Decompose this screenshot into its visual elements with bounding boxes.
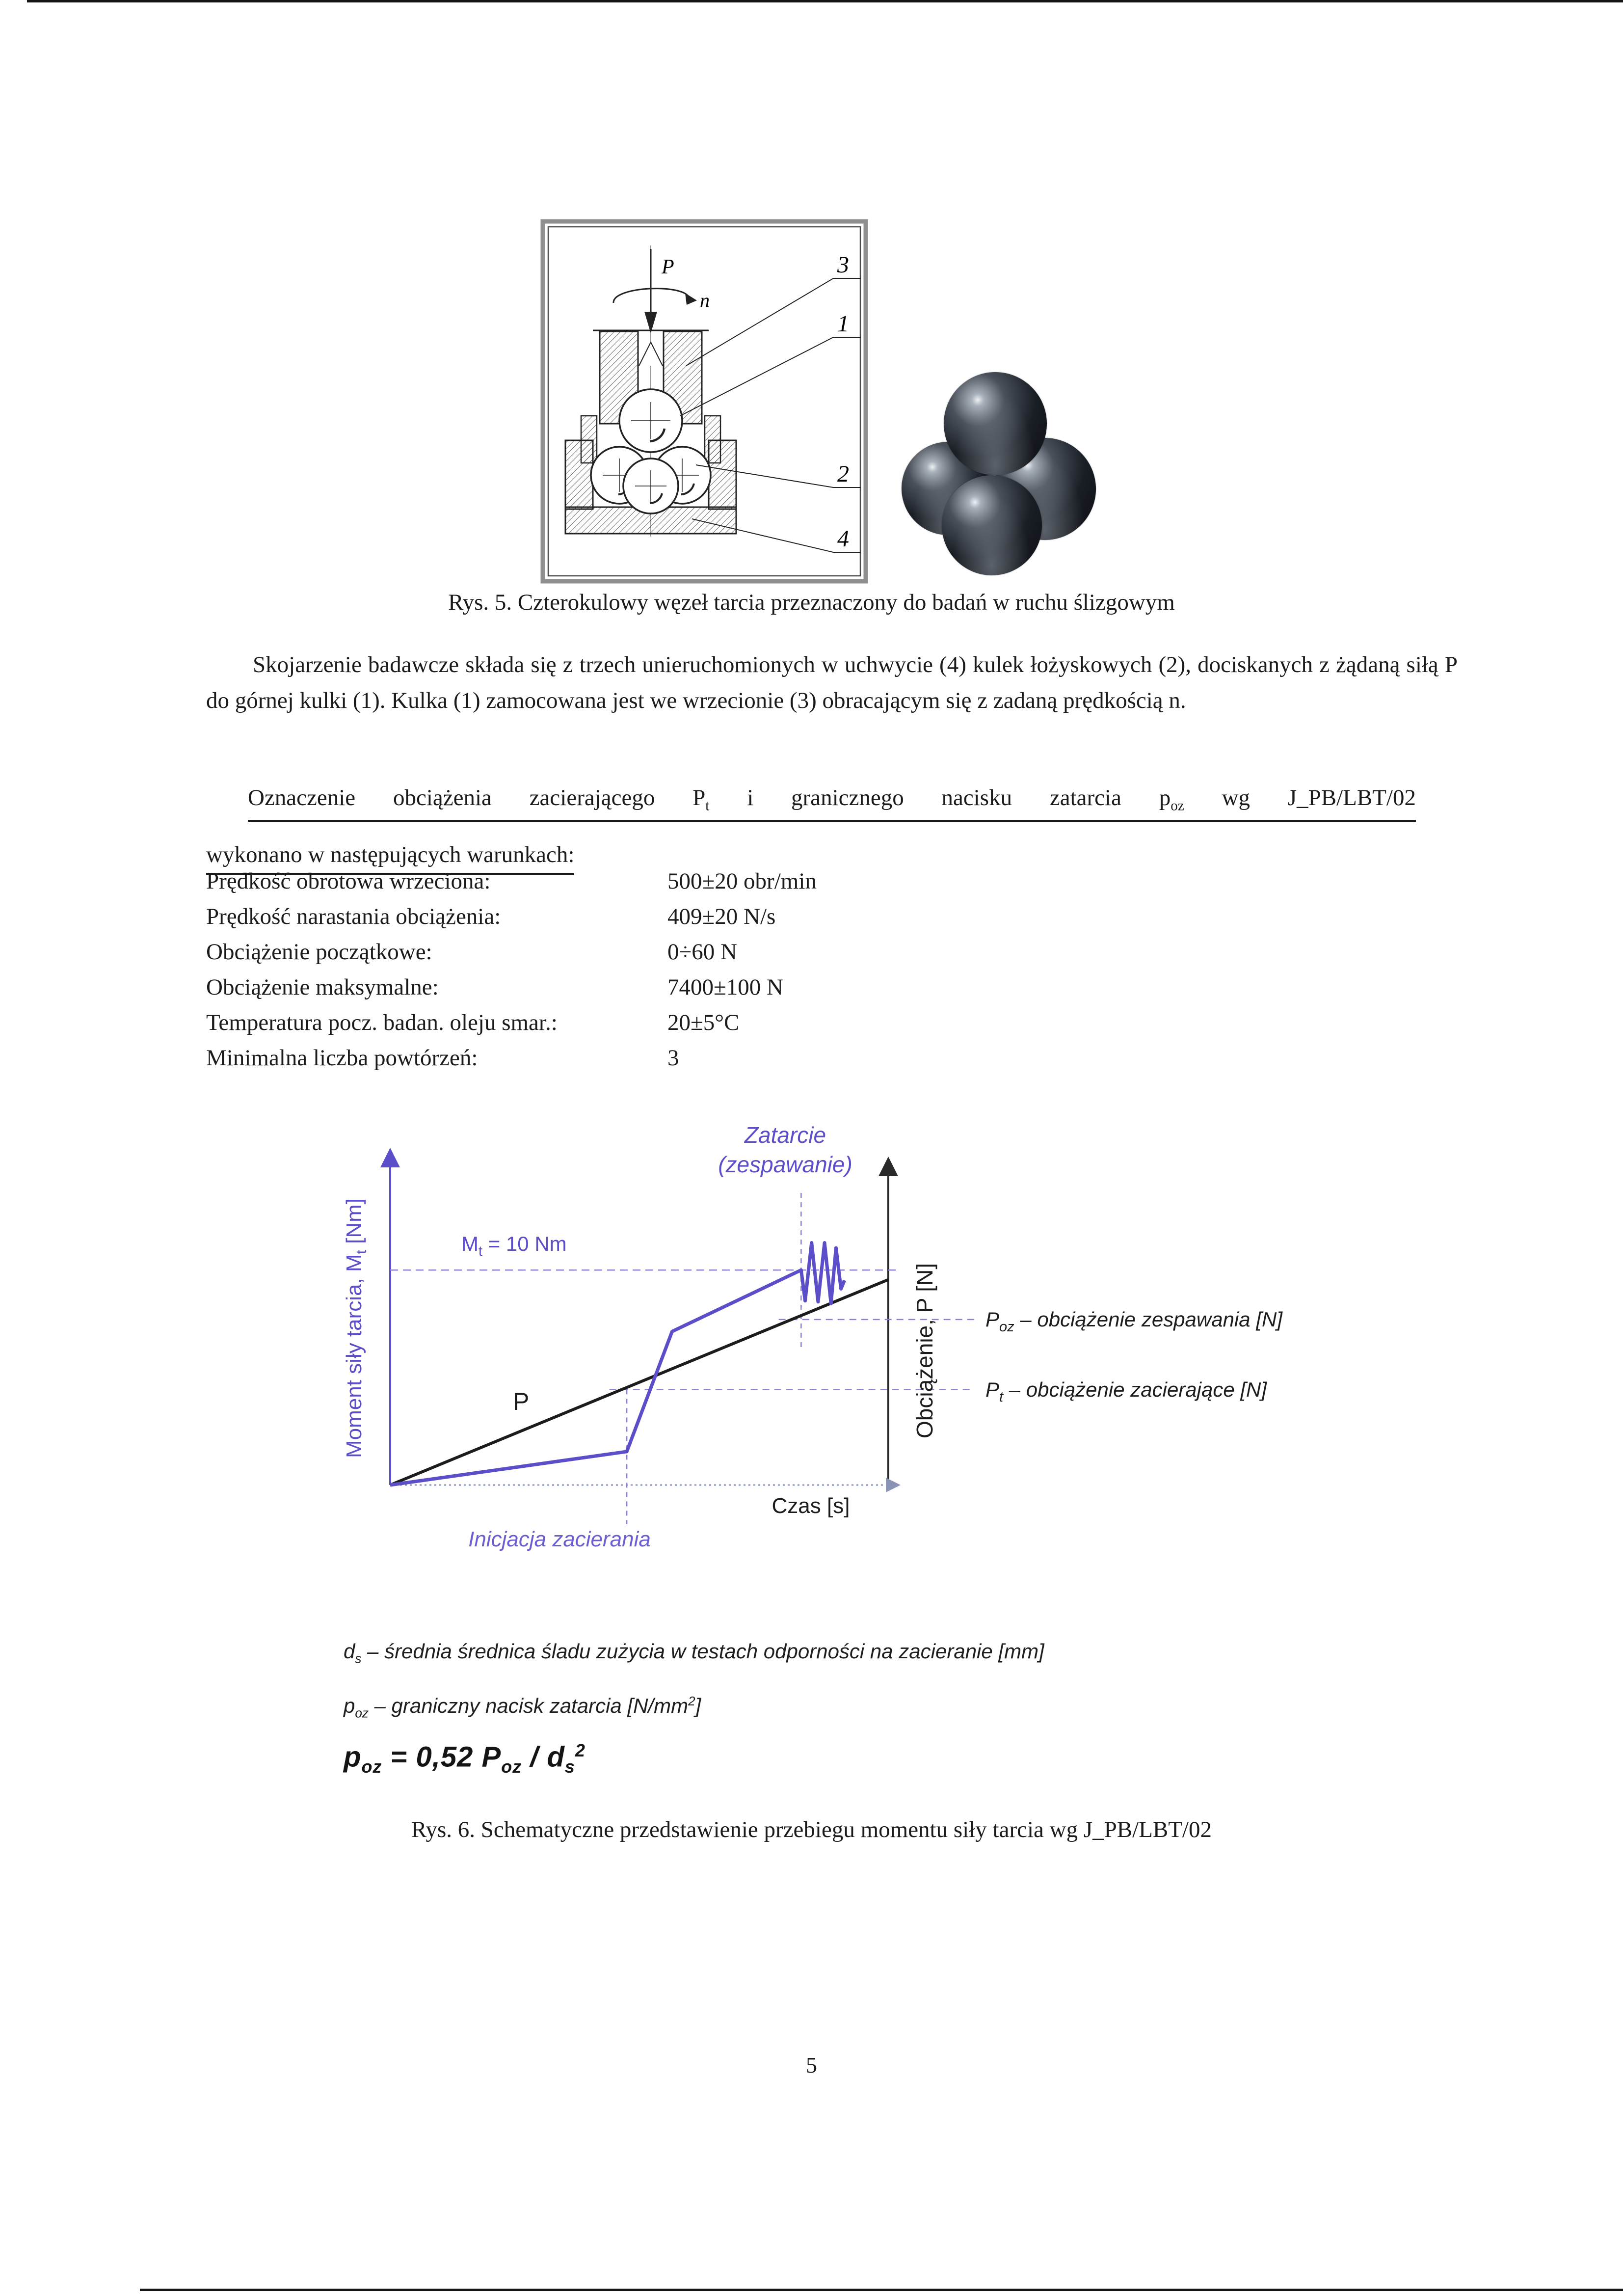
bearing-balls-photo	[901, 368, 1097, 587]
condition-label: Obciążenie początkowe:	[206, 939, 432, 965]
leader-line-1	[680, 337, 861, 416]
condition-value: 20±5°C	[667, 1010, 740, 1035]
conditions-heading-line2: wykonano w następujących warunkach:	[206, 841, 574, 875]
condition-label: Prędkość obrotowa wrzeciona:	[206, 868, 491, 894]
zatarcie-annotation-line2: (zespawanie)	[718, 1152, 852, 1177]
part-label-4: 4	[837, 526, 849, 552]
heading-seg2: i granicznego nacisku zatarcia p	[709, 785, 1171, 810]
condition-label: Minimalna liczba powtórzeń:	[206, 1045, 478, 1071]
heading-sub2: oz	[1171, 798, 1184, 814]
part-label-2: 2	[837, 461, 849, 487]
load-axis-title: Obciążenie, P [N]	[912, 1263, 937, 1438]
condition-value: 500±20 obr/min	[667, 868, 817, 894]
condition-row	[206, 939, 1458, 974]
load-series-line	[390, 1280, 888, 1485]
scan-artifact-top	[27, 0, 1623, 2]
condition-label: Temperatura pocz. badan. oleju smar.:	[206, 1010, 558, 1035]
condition-row	[206, 903, 1458, 939]
figure5-caption: Rys. 5. Czterokulowy węzeł tarcia przeznaczony do badań w ruchu ślizgowym	[448, 590, 1175, 615]
mt-reference-label: $M_t = 10$ Nm	[461, 1232, 567, 1259]
time-axis-title: Czas [s]	[772, 1494, 850, 1518]
rotation-arrow-icon	[613, 289, 697, 305]
conditions-heading	[206, 784, 1458, 875]
condition-row	[206, 1045, 1458, 1080]
moment-series-line	[390, 1243, 845, 1485]
conditions-list	[206, 868, 1458, 1080]
inicjacja-annotation: Inicjacja zacierania	[468, 1527, 651, 1551]
force-label: P	[662, 256, 674, 278]
poz-label: $P_{oz}$ – obciążenie zespawania [N]	[985, 1308, 1282, 1335]
ball-front	[942, 475, 1042, 575]
ball-top	[944, 372, 1047, 475]
load-line-label: P	[513, 1388, 530, 1415]
heading-seg1: Oznaczenie obciążenia zacierającego P	[248, 785, 706, 810]
condition-value: 3	[667, 1045, 679, 1071]
page-number: 5	[806, 2053, 817, 2078]
note-ds: $d_s$ – średnia średnica śladu zużycia w testach odporności na zacieranie [mm]	[344, 1640, 1044, 1666]
moment-axis-title: Moment siły tarcia, $M_t$ [Nm]	[342, 1198, 370, 1458]
figure6-caption: Rys. 6. Schematyczne przedstawienie przebiegu momentu siły tarcia wg J_PB/LBT/02	[411, 1817, 1212, 1842]
intro-paragraph: Skojarzenie badawcze składa się z trzech unieruchomionych w uchwycie (4) kulek łożyskowych (2), dociskanych z żądaną siłą P do górnej kulki (1). Kulka (1) zamocowana jest we wrzecionie (3) obracającym się z zadaną prędkością n.	[206, 652, 1458, 713]
conditions-heading-line1	[248, 784, 1416, 822]
part-label-3: 3	[837, 252, 849, 278]
part-label-1: 1	[837, 311, 849, 337]
condition-label: Prędkość narastania obciążenia:	[206, 904, 501, 929]
condition-row	[206, 1009, 1458, 1045]
four-ball-tester-diagram	[540, 218, 869, 584]
pt-label: $P_t$ – obciążenie zacierające [N]	[985, 1378, 1267, 1405]
force-arrow	[644, 249, 657, 333]
condition-label: Obciążenie maksymalne:	[206, 974, 439, 1000]
condition-row	[206, 868, 1458, 903]
condition-row	[206, 974, 1458, 1009]
friction-moment-chart	[319, 1119, 1399, 1561]
zatarcie-annotation-line1: Zatarcie	[744, 1122, 826, 1148]
leader-line-3	[686, 278, 861, 366]
upper-ball	[619, 389, 682, 452]
poz-formula: $p_{oz} = 0,52$ $P_{oz} / d_s^2$	[344, 1740, 585, 1777]
heading-seg3: wg J_PB/LBT/02	[1184, 785, 1416, 810]
scan-artifact-bottom	[140, 2289, 1623, 2291]
condition-value: 409±20 N/s	[667, 904, 776, 929]
condition-value: 7400±100 N	[667, 974, 783, 1000]
heading-sub1: t	[705, 798, 710, 814]
speed-label: n	[700, 289, 710, 311]
note-poz: $p_{oz}$ – graniczny nacisk zatarcia $[N/mm^2]$	[344, 1694, 701, 1721]
condition-value: 0÷60 N	[667, 939, 737, 965]
